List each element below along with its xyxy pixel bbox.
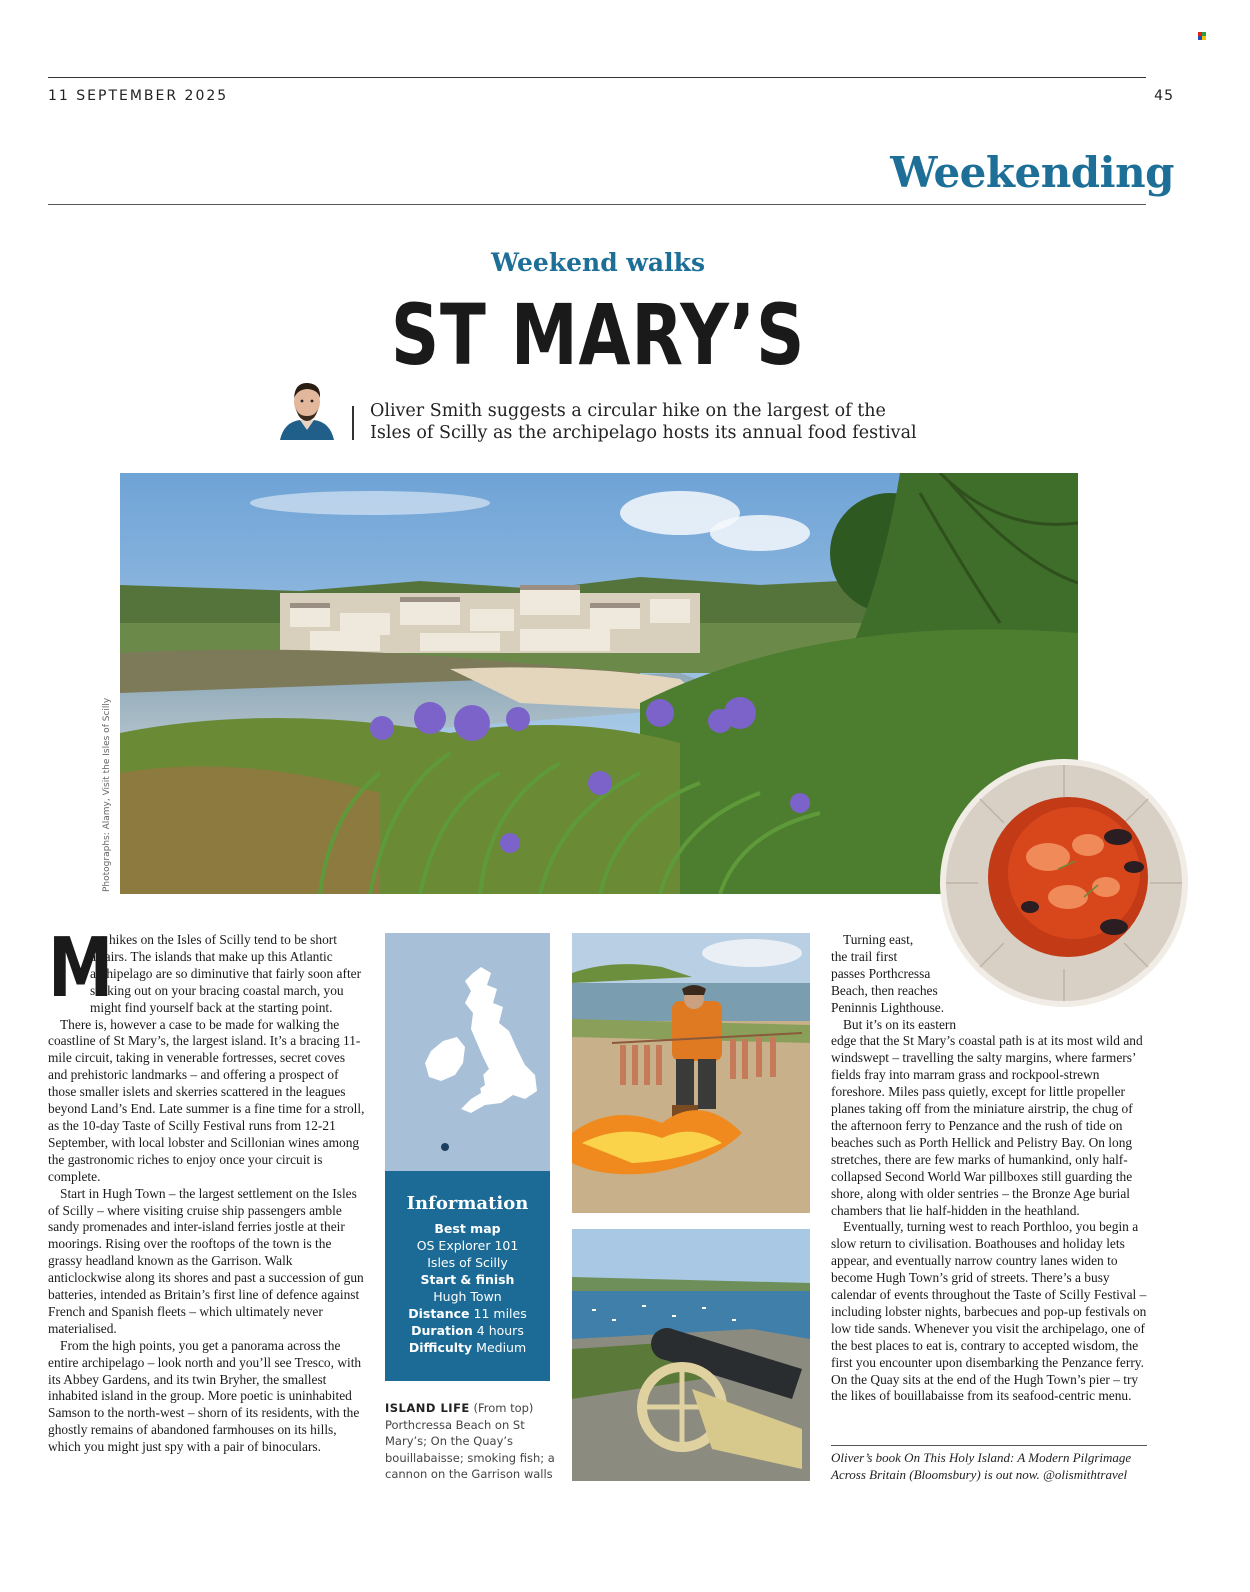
info-title: Information [406, 1193, 529, 1214]
distance-value: 11 miles [473, 1306, 527, 1321]
kicker: Weekend walks [490, 248, 706, 277]
information-box [385, 1171, 550, 1381]
author-footnote: Oliver’s book On This Holy Island: A Modern Pilgrimage Across Britain (Bloomsbury) is out now. @olismithtravel [831, 1450, 1132, 1482]
duration-value: 4 hours [476, 1323, 524, 1338]
wrapped-line: Beach, then reaches [831, 982, 938, 998]
wrapped-line: the trail first [831, 948, 898, 964]
standfirst [370, 400, 970, 444]
smoking-fish-photo [572, 933, 810, 1213]
corner-registration-mark [1198, 32, 1206, 40]
body-column-4 [831, 932, 1147, 1405]
issue-date: 11 SEPTEMBER 2025 [48, 88, 229, 104]
wrapped-line: Peninnis Lighthouse. [831, 999, 945, 1015]
difficulty-value: Medium [476, 1340, 527, 1355]
body-paragraph: Eventually, turning west to reach Porthloo, you begin a slow return to civilisation. Boathouses and holiday lets appear, and eventually narrow country lanes widen to become Hugh Town’s grid of streets. There’s a busy calendar of events throughout the Taste of Scilly Festival – including lobster nights, barbecues and pop-up festivals on low tide sands. Whenever you visit the archipelago, one of the best places to eat is, contrary to accepted wisdom, the first you encounter upon disembarking the Penzance ferry. On the Quay sits at the end of the Hugh Town’s pier – try the likes of bouillabaisse from its seafood-centric menu. [831, 1219, 1147, 1404]
dropcap: M [48, 921, 114, 1016]
photo-credit: Photographs: Alamy, Visit the Isles of Scilly [102, 697, 112, 892]
best-map-label: Best map [434, 1221, 501, 1236]
body-paragraph: Start in Hugh Town – the largest settlement on the Isles of Scilly – where visiting cruise ship passengers amble sandy promenades and inter-island ferries jostle at their moorings. Rising over the rooftops of the town is the grassy headland known as the Garrison. Walk anticlockwise along its shores and past a succession of gun batteries, intended as Britain’s first line of defence against French and Spanish fleets – which ultimately never materialised. [48, 1185, 364, 1336]
section-rule [48, 204, 1146, 205]
duration-label: Duration [411, 1323, 473, 1338]
start-finish-value: Hugh Town [433, 1289, 502, 1304]
caption-text: (From top) Porthcressa Beach on St Mary’s; On the Quay’s bouillabaisse; smoking fish; a cannon on the Garrison walls [385, 1401, 555, 1481]
byline-divider [352, 406, 354, 440]
headline: ST MARY’S [390, 286, 806, 384]
difficulty-label: Difficulty [408, 1340, 473, 1355]
body-paragraph: ost hikes on the Isles of Scilly tend to be short affairs. The islands that make up this Atlantic archipelago are so diminutive that fairly soon after striking out on your bracing coastal march, you might find yourself back at the starting point. [90, 932, 362, 1015]
best-map-value-1: OS Explorer 101 [416, 1238, 519, 1253]
page-number: 45 [1154, 88, 1174, 104]
top-rule [48, 77, 1146, 78]
footnote-rule [831, 1445, 1147, 1446]
body-column-1 [48, 921, 366, 1456]
standfirst-line-2: Isles of Scilly as the archipelago hosts its annual food festival [370, 423, 917, 443]
section-title: Weekending [890, 148, 1174, 197]
author-portrait [278, 376, 336, 440]
body-paragraph: edge that the St Mary’s coastal path is at its most wild and windswept – travelling the salty margins, where farmers’ fields fray into marram grass and rockpool-strewn foreshore. Miles pass quietly, except for little propeller planes taking off from the miniature airstrip, the chug of the afternoon ferry to Penzance and the rush of tide on beaches such as Porth Hellick and Pelistry Bay. On long stretches, there are few marks of humankind, only half-collapsed Second World War pillboxes still guarding the shore, along with older sentries – the Bronze Age burial chambers that lie half-hidden in the heathland. [831, 1033, 1143, 1218]
standfirst-line-1: Oliver Smith suggests a circular hike on the largest of the [370, 401, 886, 421]
start-finish-label: Start & finish [420, 1272, 515, 1287]
locator-map [385, 933, 550, 1171]
caption-label: ISLAND LIFE [385, 1401, 470, 1415]
wrapped-line: Turning east, [843, 932, 914, 947]
hero-photo-porthcressa-beach [120, 473, 1078, 894]
garrison-cannon-photo [572, 1229, 810, 1481]
wrapped-line: But it’s on its eastern [843, 1016, 957, 1032]
best-map-value-2: Isles of Scilly [427, 1255, 508, 1270]
distance-label: Distance [408, 1306, 470, 1321]
body-paragraph: From the high points, you get a panorama across the entire archipelago – look north and you’ll see Tresco, with its Abbey Gardens, and its twin Bryher, the smallest inhabited island in the group. More poetic is uninhabited Samson to the north-west – shorn of its residents, with the ghostly remains of abandoned farmhouses on its hills, which you might just spy with a pair of binoculars. [48, 1337, 362, 1455]
body-paragraph: There is, however a case to be made for walking the coastline of St Mary’s, the largest island. It’s a bracing 11-mile circuit, taking in venerable fortresses, secret coves and prehistoric landmarks – and offering a prospect of those smaller islets and skerries scattered in the leagues beyond Land’s End. Late summer is a fine time for a stroll, as the 10-day Taste of Scilly Festival runs from 12-21 September, with local lobster and Scillonian wines among the gastronomic riches to enjoy once your circuit is complete. [48, 1016, 365, 1184]
wrapped-line: passes Porthcressa [831, 965, 931, 981]
photo-caption [385, 1400, 555, 1483]
